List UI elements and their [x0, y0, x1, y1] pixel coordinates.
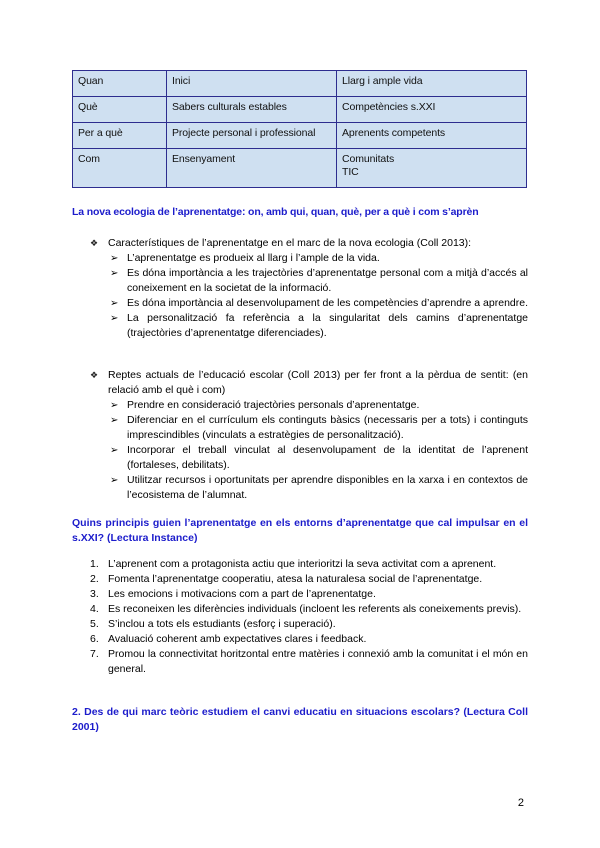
arrow-bullet-icon: ➢: [110, 313, 119, 324]
sub-list: [90, 251, 528, 341]
item-text: Promou la connectivitat horitzontal entre matèries i connexió amb la comunitat i el món en general.: [108, 648, 528, 675]
item-text: Fomenta l’aprenentatge cooperatiu, atesa la naturalesa social de l’aprenentatge.: [108, 573, 483, 585]
bullet-text: Característiques de l’aprenentatge en el marc de la nova ecologia (Coll 2013):: [108, 237, 472, 249]
section-heading: 2. Des de qui marc teòric estudiem el canvi educatiu en situacions escolars? (Lectura Coll 2001): [72, 706, 528, 733]
list-item: [110, 296, 528, 311]
list-item-text: Incorporar el treball vinculat al desenvolupament de la identitat de l’aprenent (fortaleses, debilitats).: [127, 444, 528, 471]
numbered-item: [90, 557, 528, 572]
table-row: [73, 71, 527, 97]
table-cell-line: Comunitats: [342, 153, 395, 165]
table-row: [73, 149, 527, 188]
table-cell: Competències s.XXI: [337, 97, 527, 123]
item-number: 5.: [90, 618, 99, 630]
table-cell: Quan: [73, 71, 167, 97]
bullet-text: Reptes actuals de l’educació escolar (Coll 2013) per fer front a la pèrdua de sentit: (en relació amb el què i com): [108, 369, 528, 396]
item-number: 1.: [90, 558, 99, 570]
table-cell: Què: [73, 97, 167, 123]
item-text: L’aprenent com a protagonista actiu que interioritzi la seva activitat com a aprenent.: [108, 558, 497, 570]
numbered-item: [90, 647, 528, 677]
table-cell: Com: [73, 149, 167, 188]
numbered-item: [90, 632, 528, 647]
arrow-bullet-icon: ➢: [110, 475, 119, 486]
item-text: S’inclou a tots els estudiants (esforç i superació).: [108, 618, 336, 630]
list-item-text: Es dóna importància al desenvolupament de les competències d’aprendre a aprendre.: [127, 297, 528, 309]
list-item: [110, 266, 528, 296]
item-text: Es reconeixen les diferències individuals (incloent les referents als coneixements previs).: [108, 603, 522, 615]
table-cell: Aprenents competents: [337, 123, 527, 149]
list-item-text: La personalització fa referència a la singularitat dels camins d’aprenentatge (trajectòries d’aprenentatge diferenciades).: [127, 312, 528, 339]
table-cell: Sabers culturals estables: [167, 97, 337, 123]
table-cell: Llarg i ample vida: [337, 71, 527, 97]
list-item-text: Prendre en consideració trajectòries personals d’aprenentatge.: [127, 399, 420, 411]
arrow-bullet-icon: ➢: [110, 268, 119, 279]
arrow-bullet-icon: ➢: [110, 400, 119, 411]
bullet-item: [90, 236, 528, 251]
sub-list: [90, 398, 528, 503]
arrow-bullet-icon: ➢: [110, 253, 119, 264]
item-text: Les emocions i motivacions com a part de l’aprenentatge.: [108, 588, 376, 600]
list-item-text: Es dóna importància a les trajectòries d’aprenentatge personal com a mitjà d’accés al coneixement en la societat de la informació.: [127, 267, 528, 294]
principles-list: [90, 557, 528, 677]
item-number: 3.: [90, 588, 99, 600]
table-cell: Projecte personal i professional: [167, 123, 337, 149]
challenges-section: [90, 368, 528, 503]
table-cell: Inici: [167, 71, 337, 97]
numbered-item: [90, 617, 528, 632]
item-number: 4.: [90, 603, 99, 615]
table-cell: Ensenyament: [167, 149, 337, 188]
numbered-item: [90, 572, 528, 587]
list-item-text: Utilitzar recursos i oportunitats per aprendre disponibles en la xarxa i en contextos de l’ecosistema de l’alumnat.: [127, 474, 528, 501]
item-number: 6.: [90, 633, 99, 645]
table-cell: Per a què: [73, 123, 167, 149]
arrow-bullet-icon: ➢: [110, 415, 119, 426]
section-heading: Quins principis guien l’aprenentatge en els entorns d’aprenentatge que cal impulsar en el s.XXI? (Lectura Instance): [72, 517, 528, 544]
list-item-text: L’aprenentatge es produeix al llarg i l’ample de la vida.: [127, 252, 380, 264]
list-item: [110, 311, 528, 341]
item-number: 7.: [90, 648, 99, 660]
page-number: 2: [517, 797, 524, 809]
list-item: [110, 251, 528, 266]
section-heading: La nova ecologia de l’aprenentatge: on, amb qui, quan, què, per a què i com s’aprèn: [72, 206, 479, 218]
diamond-bullet-icon: ❖: [90, 238, 99, 248]
arrow-bullet-icon: ➢: [110, 298, 119, 309]
item-text: Avaluació coherent amb expectatives clares i feedback.: [108, 633, 367, 645]
characteristics-section: [90, 236, 528, 341]
list-item: [110, 413, 528, 443]
table-cell: [337, 149, 527, 188]
list-item: [110, 443, 528, 473]
list-item: [110, 398, 528, 413]
arrow-bullet-icon: ➢: [110, 445, 119, 456]
list-item-text: Diferenciar en el currículum els continguts bàsics (necessaris per a tots) i continguts imprescindibles (vinculats a estratègies de personalització).: [127, 414, 528, 441]
list-item: [110, 473, 528, 503]
diamond-bullet-icon: ❖: [90, 370, 99, 380]
bullet-item: [90, 368, 528, 398]
numbered-item: [90, 587, 528, 602]
item-number: 2.: [90, 573, 99, 585]
numbered-item: [90, 602, 528, 617]
comparison-table: [72, 70, 527, 188]
table-cell-line: TIC: [342, 166, 359, 178]
table-row: [73, 97, 527, 123]
table-row: [73, 123, 527, 149]
